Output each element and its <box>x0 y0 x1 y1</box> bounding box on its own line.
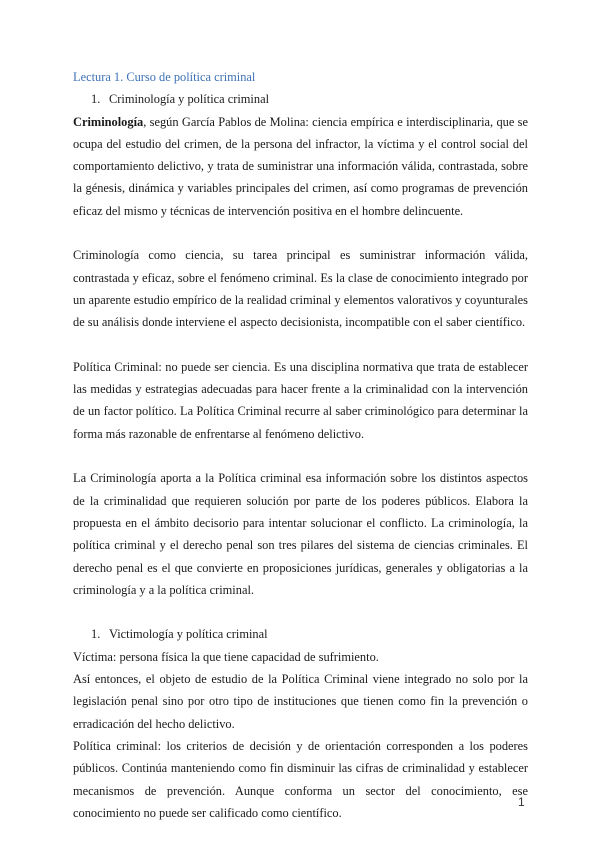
section-2-paragraph-1: Víctima: persona física la que tiene capacidad de sufrimiento. <box>73 649 379 664</box>
lecture-title: Lectura 1. Curso de política criminal <box>73 70 256 84</box>
document-body <box>73 66 528 824</box>
page-number: 1 <box>518 795 525 809</box>
section-1-heading <box>73 88 528 110</box>
criminologia-term: Criminología <box>73 114 144 129</box>
section-1-title: Criminología y política criminal <box>109 92 270 107</box>
criminologia-definition: , según García Pablos de Molina: ciencia empírica e interdisciplinaria, que se ocupa del estudio del crimen, de la persona del infractor, la víctima y el control social del comportamiento delictivo, y trata de suministrar una información válida, contrastada, sobre la génesis, dinámica y variables principales del crimen, así como programas de prevención eficaz del mismo y técnicas de intervención positiva en el hombre delincuente. <box>73 114 528 218</box>
section-1-paragraph-2: Criminología como ciencia, su tarea principal es suministrar información válida, contrastada y eficaz, sobre el fenómeno criminal. Es la clase de conocimiento integrado por un aparente estudio empírico de la realidad criminal y elementos valorativos y coyunturales de su análisis donde interviene el aspecto decisionista, incompatible con el saber científico. <box>73 248 528 330</box>
section-2-paragraph-2: Así entonces, el objeto de estudio de la Política Criminal viene integrado no solo por la legislación penal sino por otro tipo de instituciones que tienen como fin la prevención o erradicación del hecho delictivo. <box>73 672 528 731</box>
section-2-paragraph-3: Política criminal: los criterios de decisión y de orientación corresponden a los poderes públicos. Continúa manteniendo como fin disminuir las cifras de criminalidad y establecer mecanismos de prevención. Aunque conforma un sector del conocimiento, ese conocimiento no puede ser calificado como científico. <box>73 738 528 820</box>
section-2-title: Victimología y política criminal <box>109 627 268 642</box>
section-2-heading <box>73 623 528 645</box>
section-1-number: 1. <box>91 92 101 107</box>
section-2-number: 1. <box>91 627 101 642</box>
section-1-paragraph-3: Política Criminal: no puede ser ciencia. Es una disciplina normativa que trata de establecer las medidas y estrategias adecuadas para hacer frente a la criminalidad con la intervención de un factor político. La Política Criminal recurre al saber criminológico para determinar la forma más razonable de enfrentarse al fenómeno delictivo. <box>73 359 528 441</box>
section-1-paragraph-4: La Criminología aporta a la Política criminal esa información sobre los distintos aspectos de la criminalidad que requieren solución por parte de los poderes públicos. Elabora la propuesta en el ámbito decisorio para intentar solucionar el conflicto. La criminología, la política criminal y el derecho penal son tres pilares del sistema de ciencias criminales. El derecho penal es el que convierte en proposiciones jurídicas, generales y obligatorias a la criminología y a la política criminal. <box>73 471 528 597</box>
section-1-paragraph-1 <box>73 111 528 222</box>
